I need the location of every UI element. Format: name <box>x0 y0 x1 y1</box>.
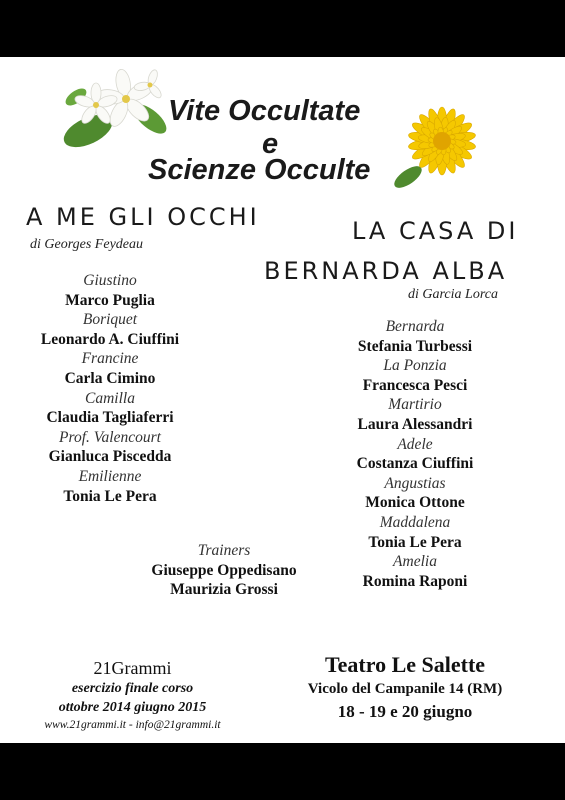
cast-role: Prof. Valencourt <box>59 428 161 446</box>
trainers <box>124 541 324 600</box>
course-line-1: esercizio finale corso <box>71 681 194 696</box>
cast-actor: Claudia Tagliaferri <box>46 409 174 427</box>
trainer-name: Giuseppe Oppedisano <box>151 561 297 579</box>
cast-actor: Leonardo A. Ciuffini <box>40 330 180 348</box>
cast-actor: Gianluca Piscedda <box>48 448 172 466</box>
play2-author: di Garcia Lorca <box>408 287 498 302</box>
yellow-chrysanthemum-icon <box>392 97 488 193</box>
cast-actor: Carla Cimino <box>64 369 156 387</box>
play1-title: A ME GLI OCCHI <box>26 203 260 231</box>
poster <box>0 57 565 743</box>
venue: Teatro Le Salette <box>324 652 486 677</box>
cast-actor: Romina Raponi <box>362 572 468 590</box>
cast-role: Martirio <box>388 396 442 414</box>
trainers-label: Trainers <box>197 542 251 559</box>
main-title-line-1: Vite Occultate <box>168 95 361 127</box>
dates: 18 - 19 e 20 giugno <box>337 702 473 721</box>
contacts: www.21grammi.it - info@21grammi.it <box>44 719 221 731</box>
cast-role: Amelia <box>393 553 437 571</box>
footer-left <box>10 657 255 734</box>
cast-role: Maddalena <box>379 513 451 531</box>
course-line-2: ottobre 2014 giugno 2015 <box>58 700 207 715</box>
cast-role: Adele <box>397 435 433 453</box>
cast-actor: Monica Ottone <box>365 494 465 512</box>
trainer-name: Maurizia Grossi <box>170 581 278 599</box>
cast-role: Bernarda <box>385 318 445 335</box>
address: Vicolo del Campanile 14 (RM) <box>307 681 503 697</box>
play2-title-line-2: BERNARDA ALBA <box>264 257 508 285</box>
cast-role: Giustino <box>83 272 137 289</box>
cast-role: La Ponzia <box>383 357 447 375</box>
cast-role: Boriquet <box>82 311 138 329</box>
cast-role: Emilienne <box>78 467 142 485</box>
cast-role: Angustias <box>384 474 446 492</box>
cast-actor: Stefania Turbessi <box>357 337 473 355</box>
main-title-line-3: Scienze Occulte <box>148 154 371 186</box>
cast-role: Camilla <box>85 389 135 407</box>
play2-title-line-1: LA CASA DI <box>352 217 519 245</box>
cast-actor: Marco Puglia <box>65 291 155 309</box>
cast-role: Francine <box>81 350 139 368</box>
play1-author: di Georges Feydeau <box>30 237 143 252</box>
play1-cast <box>10 271 210 506</box>
cast-actor: Laura Alessandri <box>357 415 473 433</box>
cast-actor: Tonia Le Pera <box>63 487 157 505</box>
play2-cast <box>315 317 515 591</box>
cast-actor: Tonia Le Pera <box>368 533 462 551</box>
cast-actor: Costanza Ciuffini <box>356 455 474 473</box>
footer-right <box>280 651 530 725</box>
cast-actor: Francesca Pesci <box>362 376 468 394</box>
main-title-line-2: e <box>262 128 279 160</box>
org-name: 21Grammi <box>93 658 172 678</box>
white-flower-icon <box>58 61 176 153</box>
